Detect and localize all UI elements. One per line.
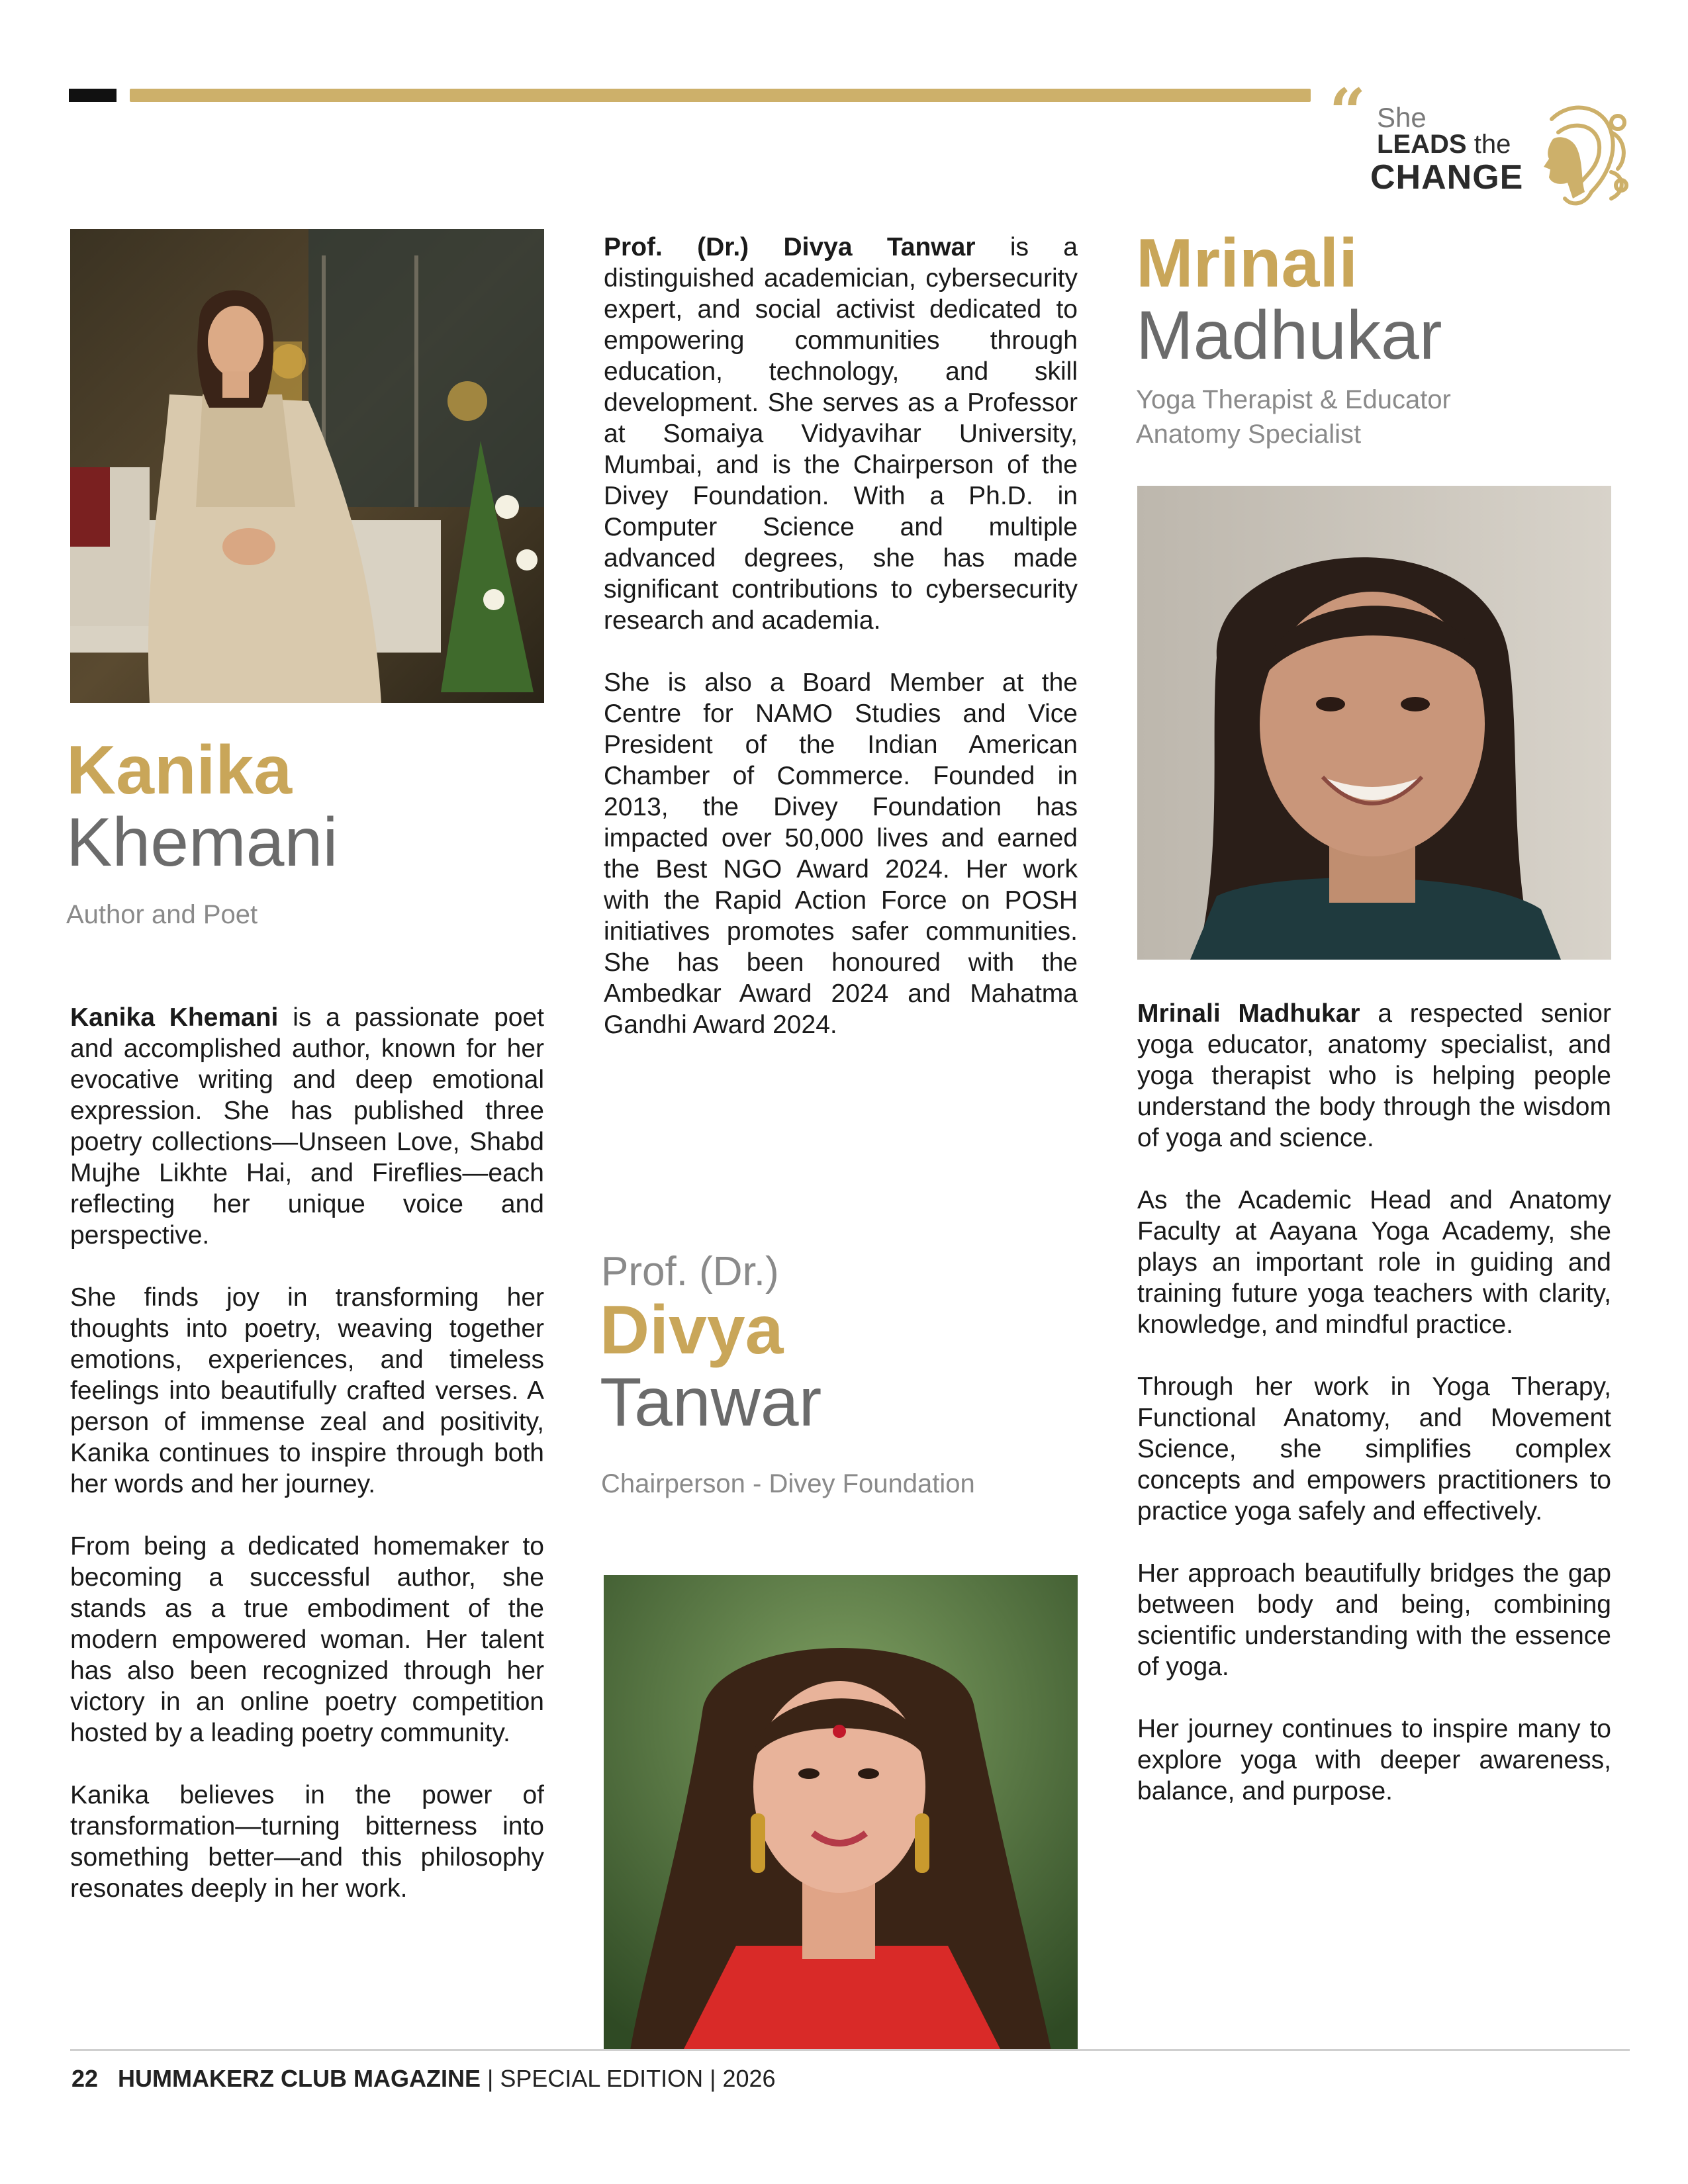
divya-bio-p1-text: is a distinguished academician, cybersecurity expert, and social activist dedicated to empowering communities through education, technology, and skill development. She serves as a Professor at Somaiya Vidyavihar University, Mumbai, and is the Chairperson of the Divey Foundation. With a Ph.D. in Computer Science and multiple advanced degrees, she has made significant contributions to cybersecurity research and academia.	[604, 233, 1078, 635]
mrinali-bio-paragraph-3: Through her work in Yoga Therapy, Functional Anatomy, and Movement Science, she simplifies complex concepts and empowers practitioners to practice yoga safely and effectively.	[1137, 1373, 1611, 1525]
kanika-photo	[70, 229, 544, 703]
divya-last-name: Tanwar	[600, 1364, 822, 1441]
mrinali-role-line-2: Anatomy Specialist	[1136, 420, 1362, 449]
mrinali-name-block	[1136, 225, 1442, 375]
divya-bio-lead: Prof. (Dr.) Divya Tanwar	[604, 233, 976, 261]
mrinali-bio-paragraph-2: As the Academic Head and Anatomy Faculty at Aayana Yoga Academy, she plays an important role in guiding and training future yoga teachers with clarity, knowledge, and mindful practice.	[1137, 1186, 1611, 1339]
kanika-role: Author and Poet	[66, 900, 258, 929]
kanika-bio	[70, 1002, 544, 1904]
mrinali-bio-paragraph-4: Her approach beautifully bridges the gap between body and being, combining scientific understanding with the essence of yoga.	[1137, 1559, 1611, 1681]
kanika-bio-p1-text: is a passionate poet and accomplished author, known for her evocative writing and deep emotional expression. She has published three poetry collections—Unseen Love, Shabd Mujhe Likhte Hai, and Fireflies—each reflecting her unique voice and perspective.	[70, 1003, 544, 1250]
divya-prefix: Prof. (Dr.)	[601, 1249, 779, 1295]
kanika-first-name: Kanika	[66, 732, 293, 809]
mrinali-portrait-image	[1137, 486, 1611, 960]
kanika-last-name: Khemani	[66, 804, 338, 882]
page-number: 22	[71, 2065, 99, 2092]
footer-divider	[70, 2049, 1630, 2051]
kanika-bio-lead: Kanika Khemani	[70, 1003, 279, 1032]
divya-bio-paragraph-2: She is also a Board Member at the Centre for NAMO Studies and Vice President of the Indian American Chamber of Commerce. Founded in 2013, the Divey Foundation has impacted over 50,000 lives and earned the Best NGO Award 2024. Her work with the Rapid Action Force on POSH initiatives promotes safer communities. She has been honoured with the Ambedkar Award 2024 and Mahatma Gandhi Award 2024.	[604, 668, 1078, 1039]
she-leads-the-change-logo	[1329, 75, 1634, 218]
mrinali-role-line-1: Yoga Therapist & Educator	[1136, 385, 1451, 414]
kanika-bio-paragraph-3: From being a dedicated homemaker to becoming a successful author, she stands as a true embodiment of the modern empowered woman. Her talent has also been recognized through her victory in an online poetry competition hosted by a leading poetry community.	[70, 1532, 544, 1747]
kanika-bio-paragraph-4: Kanika believes in the power of transformation—turning bitterness into something better—and this philosophy resonates deeply in her work.	[70, 1781, 544, 1903]
mrinali-bio	[1137, 998, 1611, 1807]
magazine-name: HUMMAKERZ CLUB MAGAZINE	[118, 2065, 481, 2092]
kanika-bio-paragraph-2: She finds joy in transforming her thoughts into poetry, weaving together emotions, experiences, and timeless feelings into beautifully crafted verses. A person of immense zeal and positivity, Kanika continues to inspire through both her words and her journey.	[70, 1283, 544, 1498]
divya-bio-paragraph-1	[604, 232, 1078, 636]
divya-role: Chairperson - Divey Foundation	[601, 1469, 975, 1498]
header-black-bar	[69, 89, 117, 102]
kanika-bio-paragraph-1	[70, 1002, 544, 1251]
divya-first-name: Divya	[600, 1292, 784, 1369]
logo-leads-line	[1377, 130, 1511, 159]
mrinali-photo	[1137, 486, 1611, 960]
mrinali-bio-p1-text: a respected senior yoga educator, anatomy specialist, and yoga therapist who is helping people understand the body through the wisdom of yoga and science.	[1137, 999, 1611, 1152]
mrinali-bio-paragraph-1	[1137, 998, 1611, 1154]
kanika-portrait-image	[70, 229, 544, 703]
divya-name-block	[600, 1292, 822, 1441]
quote-mark-icon: “	[1329, 75, 1366, 150]
woman-profile-icon	[1512, 93, 1631, 212]
edition-label: | SPECIAL EDITION | 2026	[487, 2065, 776, 2092]
kanika-name-block	[66, 732, 338, 882]
mrinali-last-name: Madhukar	[1136, 297, 1442, 375]
logo-leads: LEADS	[1377, 130, 1467, 159]
mrinali-first-name: Mrinali	[1136, 225, 1358, 302]
logo-the: the	[1474, 130, 1511, 159]
mrinali-bio-lead: Mrinali Madhukar	[1137, 999, 1360, 1028]
footer	[71, 2065, 776, 2093]
logo-change: CHANGE	[1370, 158, 1524, 197]
logo-she: She	[1377, 102, 1427, 133]
divya-photo	[604, 1575, 1078, 2050]
mrinali-bio-paragraph-5: Her journey continues to inspire many to explore yoga with deeper awareness, balance, and purpose.	[1137, 1715, 1611, 1805]
header-gold-rule	[130, 89, 1311, 102]
divya-portrait-image	[604, 1575, 1078, 2050]
divya-bio	[604, 232, 1078, 1040]
mrinali-role	[1136, 383, 1451, 451]
